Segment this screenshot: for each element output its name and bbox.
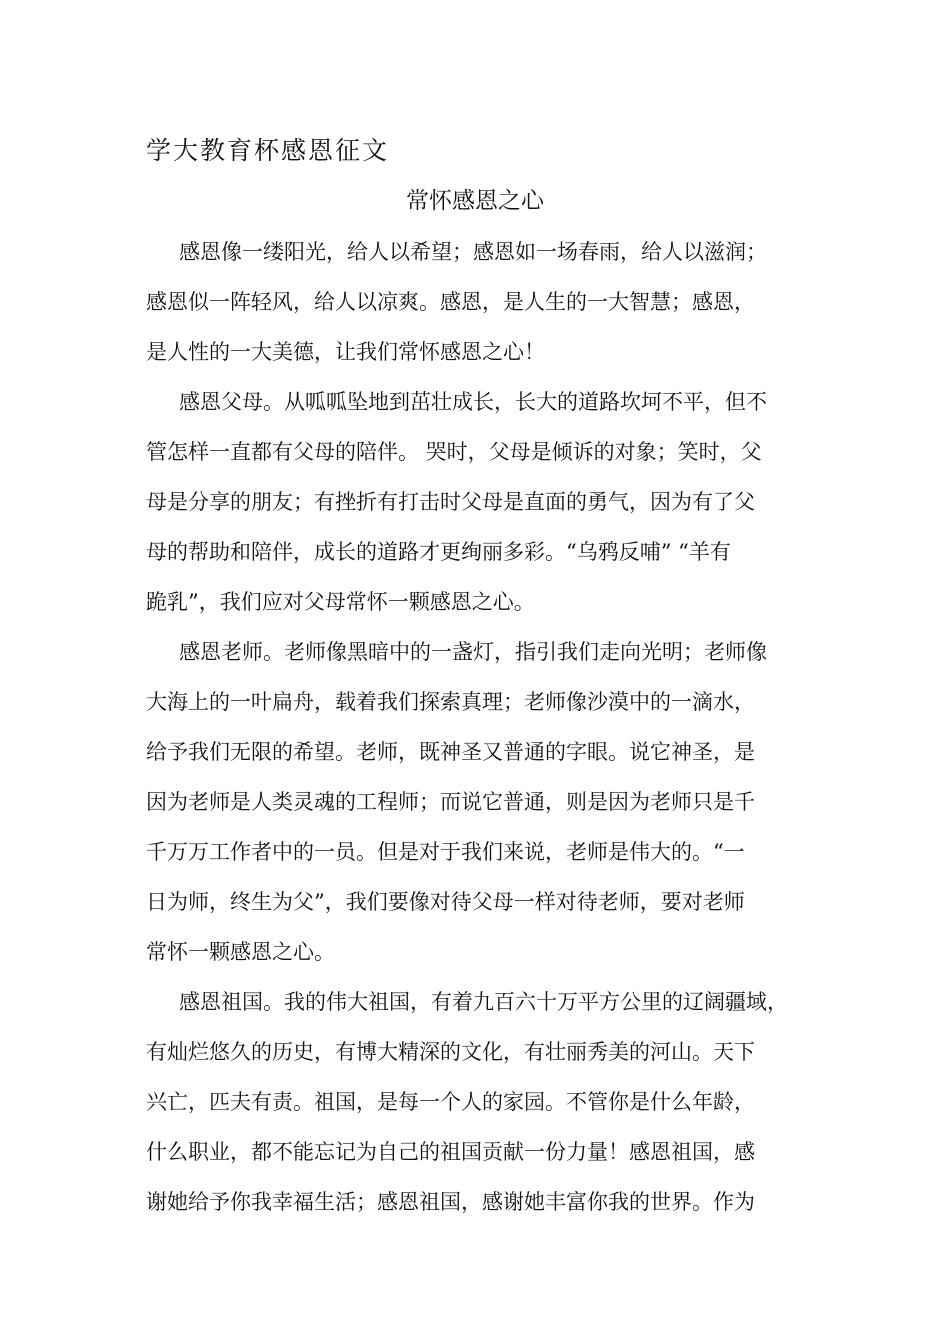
- paragraph-line: 千万万工作者中的一员。但是对于我们来说，老师是伟大的。“一: [146, 840, 745, 864]
- paragraph-motherland: [146, 982, 810, 1232]
- paragraph-line: 感恩似一阵轻风，给人以凉爽。感恩，是人生的一大智慧；感恩，: [146, 290, 755, 314]
- paragraph-line: 感恩祖国。我的伟大祖国，有着九百六十万平方公里的辽阔疆域，: [179, 990, 788, 1014]
- document-heading: 学大教育杯感恩征文: [146, 136, 390, 165]
- essay-title: 常怀感恩之心: [406, 188, 544, 214]
- paragraph-line: 母是分享的朋友；有挫折有打击时父母是直面的勇气，因为有了父: [146, 490, 755, 514]
- paragraph-intro: [146, 232, 810, 382]
- paragraph-line: 给予我们无限的希望。老师，既神圣又普通的字眼。说它神圣，是: [146, 740, 755, 764]
- paragraph-teachers: [146, 632, 810, 982]
- paragraph-parents: [146, 382, 810, 632]
- paragraph-line: 谢她给予你我幸福生活；感恩祖国，感谢她丰富你我的世界。作为: [146, 1190, 755, 1214]
- paragraph-line: 日为师，终生为父”，我们要像对待父母一样对待老师，要对老师: [146, 890, 745, 914]
- essay-body: [146, 232, 810, 1232]
- paragraph-line: 有灿烂悠久的历史，有博大精深的文化，有壮丽秀美的河山。天下: [146, 1040, 755, 1064]
- paragraph-line: 什么职业，都不能忘记为自己的祖国贡献一份力量！感恩祖国，感: [146, 1140, 755, 1164]
- paragraph-line: 是人性的一大美德，让我们常怀感恩之心！: [146, 340, 545, 364]
- paragraph-line: 母的帮助和陪伴，成长的道路才更绚丽多彩。“乌鸦反哺” “羊有: [146, 540, 731, 564]
- paragraph-line: 感恩像一缕阳光，给人以希望；感恩如一场春雨，给人以滋润；: [179, 240, 767, 264]
- paragraph-line: 感恩父母。从呱呱坠地到茁壮成长，长大的道路坎坷不平，但不: [179, 390, 767, 414]
- paragraph-line: 管怎样一直都有父母的陪伴。 哭时，父母是倾诉的对象；笑时，父: [146, 440, 762, 464]
- paragraph-line: 跪乳”，我们应对父母常怀一颗感恩之心。: [146, 590, 535, 614]
- paragraph-line: 因为老师是人类灵魂的工程师；而说它普通，则是因为老师只是千: [146, 790, 755, 814]
- paragraph-line: 大海上的一叶扁舟，载着我们探索真理；老师像沙漠中的一滴水，: [146, 690, 755, 714]
- paragraph-line: 感恩老师。老师像黑暗中的一盏灯，指引我们走向光明；老师像: [179, 640, 767, 664]
- paragraph-line: 常怀一颗感恩之心。: [146, 940, 335, 964]
- paragraph-line: 兴亡，匹夫有责。祖国，是每一个人的家园。不管你是什么年龄，: [146, 1090, 755, 1114]
